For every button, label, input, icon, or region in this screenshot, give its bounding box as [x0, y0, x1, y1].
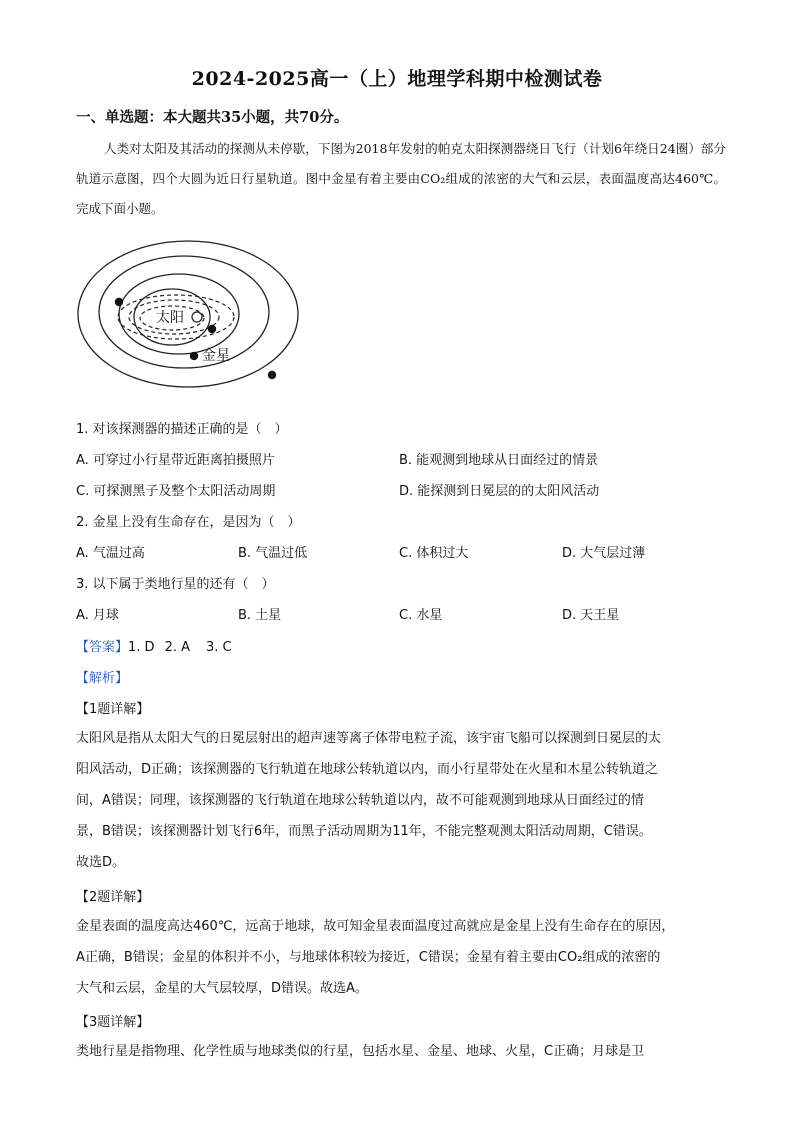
orbit-outer	[78, 241, 298, 387]
detail-2-line: 大气和云层，金星的大气层较厚，D错误。故选A。	[76, 981, 368, 996]
question-1-option-a[interactable]: A. 可穿过小行星带近距离拍摄照片	[76, 453, 275, 468]
section-heading: 一、单选题：本大题共35小题，共70分。	[76, 109, 349, 126]
question-2-option-c[interactable]: C. 体积过大	[399, 546, 469, 561]
answer-item-3: 3. C	[206, 640, 232, 655]
planet-dot-2	[208, 325, 216, 333]
answer-item-1: 1. D	[128, 640, 155, 655]
page-title: 2024-2025高一（上）地理学科期中检测试卷	[191, 68, 603, 90]
question-3-option-d[interactable]: D. 天王星	[562, 608, 620, 623]
venus-label: 金星	[202, 348, 230, 364]
question-2-option-d[interactable]: D. 大气层过薄	[562, 546, 646, 561]
detail-2-line: 金星表面的温度高达460℃，远高于地球，故可知金星表面温度过高就应是金星上没有生命存在的原因，	[76, 919, 675, 934]
question-3-stem: 3. 以下属于类地行星的还有（ ）	[76, 577, 275, 592]
venus-dot	[190, 352, 198, 360]
orbit-third	[99, 256, 269, 368]
question-3-option-a[interactable]: A. 月球	[76, 608, 119, 623]
sun-icon	[192, 312, 202, 322]
sun-label: 太阳	[156, 310, 184, 326]
detail-2-header: 【2题详解】	[76, 890, 150, 905]
detail-1-line: 太阳风是指从太阳大气的日冕层射出的超声速等离子体带电粒子流，该宇宙飞船可以探测到日冕层的太	[76, 731, 662, 746]
answer-line	[76, 636, 232, 655]
question-2-option-a[interactable]: A. 气温过高	[76, 546, 145, 561]
orbit-diagram	[76, 238, 308, 402]
detail-3-line: 类地行星是指物理、化学性质与地球类似的行星，包括水星、金星、地球、火星，C正确；月球是卫	[76, 1044, 645, 1059]
detail-3-text	[76, 1036, 722, 1067]
detail-1-line: 间，A错误；同理，该探测器的飞行轨道在地球公转轨道以内，故不可能观测到地球从日面经过的情	[76, 793, 644, 808]
detail-3-header: 【3题详解】	[76, 1015, 150, 1030]
detail-1-line: 故选D。	[76, 855, 126, 870]
answer-label: 【答案】	[76, 640, 129, 655]
question-2-option-b[interactable]: B. 气温过低	[238, 546, 308, 561]
planet-dot-1	[115, 298, 123, 306]
detail-2-text	[76, 911, 722, 1004]
detail-2-line: A正确，B错误；金星的体积并不小，与地球体积较为接近，C错误；金星有着主要由CO₂组成的浓密的	[76, 950, 661, 965]
question-1-option-b[interactable]: B. 能观测到地球从日面经过的情景	[399, 453, 599, 468]
answer-item-2: 2. A	[164, 640, 190, 655]
detail-1-header: 【1题详解】	[76, 702, 150, 717]
planet-dot-outer	[268, 371, 276, 379]
question-3-option-c[interactable]: C. 水星	[399, 608, 443, 623]
detail-1-line: 阳风活动，D正确；该探测器的飞行轨道在地球公转轨道以内，而小行星带处在火星和木星公转轨道之	[76, 762, 659, 777]
question-1-option-c[interactable]: C. 可探测黑子及整个太阳活动周期	[76, 484, 276, 499]
detail-1-line: 景，B错误；该探测器计划飞行6年，而黑子活动周期为11年，不能完整观测太阳活动周期，C错误。	[76, 824, 652, 839]
detail-1-text	[76, 723, 722, 878]
question-2-stem: 2. 金星上没有生命存在，是因为（ ）	[76, 515, 301, 530]
question-3-option-b[interactable]: B. 土星	[238, 608, 282, 623]
question-1-stem: 1. 对该探测器的描述正确的是（ ）	[76, 422, 288, 437]
question-1-option-d[interactable]: D. 能探测到日冕层的的太阳风活动	[399, 484, 600, 499]
intro-paragraph: 人类对太阳及其活动的探测从未停歇，下图为2018年发射的帕克太阳探测器绕日飞行（计划6年绕日24圈）部分轨道示意图，四个大圆为近日行星轨道。图中金星有着主要由CO₂组成的浓密的大气和云层，表面温度高达460℃。完成下面小题。	[76, 141, 726, 216]
analysis-header: 【解析】	[76, 671, 129, 686]
